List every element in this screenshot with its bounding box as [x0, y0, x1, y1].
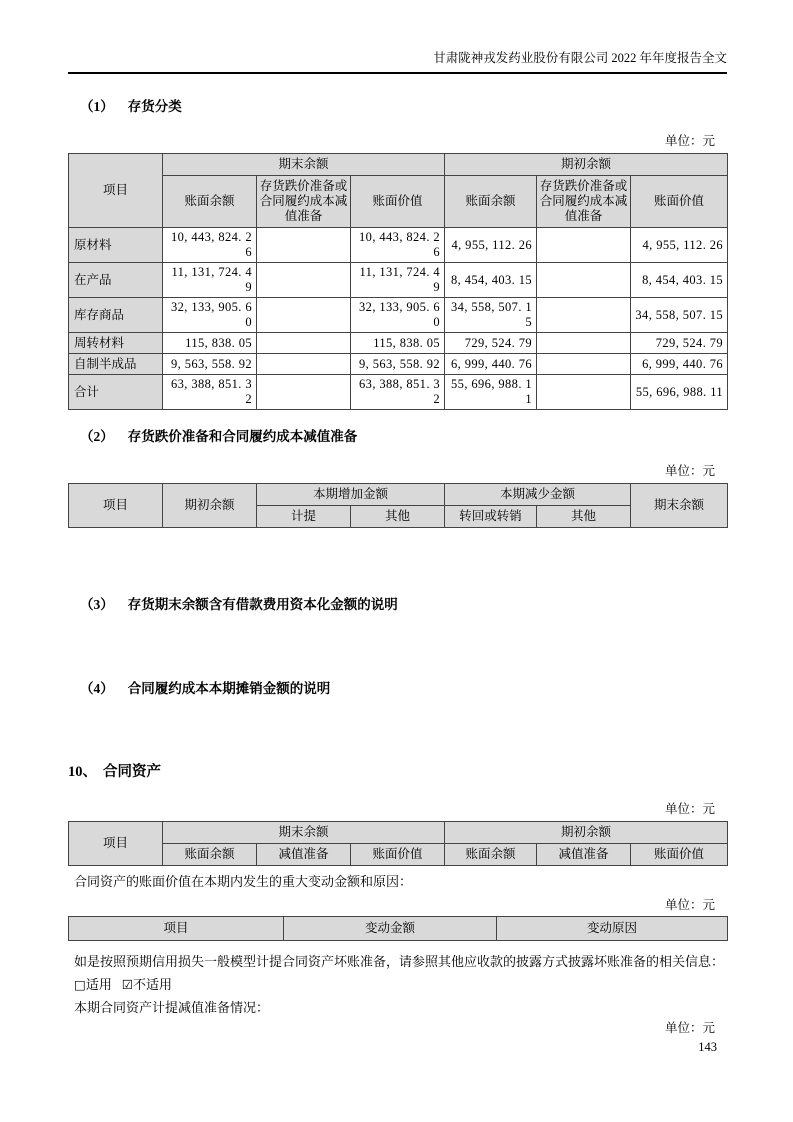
col-header-reversal: 转回或转销 [445, 506, 537, 528]
inventory-classification-table [68, 153, 728, 410]
col-header-change-amount: 变动金额 [284, 917, 497, 941]
section-heading-contract-cost-amortization [80, 680, 727, 698]
col-header-impairment-provision: 存货跌价准备或合同履约成本减值准备 [537, 176, 631, 228]
checkbox-checked-icon: ☑ [121, 977, 134, 992]
col-group-period-end: 期末余额 [163, 822, 445, 844]
col-group-period-end: 期末余额 [163, 154, 445, 176]
col-header-impairment: 减值准备 [537, 844, 631, 866]
table-row: 在产品 11, 131, 724. 49 11, 131, 724. 49 8, 454, 403. 15 8, 454, 403. 15 [69, 263, 728, 298]
applicable-label: 适用 [85, 977, 112, 992]
col-header-book-value: 账面价值 [351, 176, 445, 228]
section-title: 存货跌价准备和合同履约成本减值准备 [127, 429, 358, 444]
col-group-period-begin: 期初余额 [445, 822, 728, 844]
col-header-book-balance: 账面余额 [163, 176, 257, 228]
section-heading-contract-assets [68, 762, 727, 782]
col-header-other: 其他 [537, 506, 631, 528]
col-group-decrease: 本期减少金额 [445, 484, 631, 506]
col-header-book-value: 账面价值 [351, 844, 445, 866]
checkbox-unchecked-icon: □ [74, 977, 86, 992]
unit-label: 单位：元 [664, 898, 715, 912]
col-group-period-begin: 期初余额 [445, 154, 728, 176]
col-header-item: 项目 [69, 154, 163, 228]
not-applicable-option [122, 977, 172, 992]
section-number: （3） [80, 597, 114, 612]
unit-label: 单位：元 [664, 134, 715, 148]
section-number: （1） [80, 99, 114, 114]
section-title: 合同履约成本本期摊销金额的说明 [127, 681, 331, 696]
table-row: 周转材料 115, 838. 05 115, 838. 05 729, 524. 79 729, 524. 79 [69, 333, 728, 354]
section-title: 存货期末余额含有借款费用资本化金额的说明 [127, 597, 398, 612]
unit-label: 单位：元 [664, 802, 715, 816]
col-header-book-value: 账面价值 [631, 176, 728, 228]
col-header-begin-balance: 期初余额 [163, 484, 257, 528]
contract-change-note: 合同资产的账面价值在本期内发生的重大变动金额和原因： [74, 874, 413, 889]
section-heading-inventory-classification [80, 98, 727, 116]
section-title: 存货分类 [127, 99, 182, 114]
contract-asset-change-table [68, 916, 728, 941]
report-header-title: 甘肃陇神戎发药业股份有限公司 2022 年年度报告全文 [433, 51, 727, 65]
section-number: （2） [80, 429, 114, 444]
inventory-provision-table [68, 483, 728, 528]
col-group-increase: 本期增加金额 [257, 484, 445, 506]
section-heading-capitalized-borrowing [80, 596, 727, 614]
col-header-impairment: 减值准备 [257, 844, 351, 866]
impairment-note: 本期合同资产计提减值准备情况： [74, 1000, 270, 1015]
table-row: 原材料 10, 443, 824. 26 10, 443, 824. 26 4, 955, 112. 26 4, 955, 112. 26 [69, 228, 728, 263]
applicability-line [68, 977, 727, 993]
section-number: （4） [80, 681, 114, 696]
col-header-item: 项目 [69, 917, 284, 941]
col-header-item: 项目 [69, 822, 163, 866]
col-header-book-value: 账面价值 [631, 844, 728, 866]
col-header-book-balance: 账面余额 [445, 844, 537, 866]
applicable-option [74, 977, 112, 992]
col-header-item: 项目 [69, 484, 163, 528]
section-number: 10、 [68, 764, 97, 780]
col-header-book-balance: 账面余额 [163, 844, 257, 866]
col-header-impairment-provision: 存货跌价准备或合同履约成本减值准备 [257, 176, 351, 228]
not-applicable-label: 不适用 [133, 977, 173, 992]
section-title: 合同资产 [103, 764, 161, 780]
col-header-change-reason: 变动原因 [497, 917, 728, 941]
header-divider [68, 72, 727, 74]
table-row: 自制半成品 9, 563, 558. 92 9, 563, 558. 92 6, 999, 440. 76 6, 999, 440. 76 [69, 354, 728, 375]
col-header-other: 其他 [351, 506, 445, 528]
unit-label: 单位：元 [664, 1021, 715, 1035]
table-row-total: 合计 63, 388, 851. 32 63, 388, 851. 32 55, 696, 988. 11 55, 696, 988. 11 [69, 375, 728, 410]
ecl-note: 如是按照预期信用损失一般模型计提合同资产坏账准备，请参照其他应收款的披露方式披露坏账准备的相关信息： [74, 954, 725, 969]
section-heading-inventory-provision [80, 428, 727, 446]
col-header-accrual: 计提 [257, 506, 351, 528]
page-number: 143 [698, 1040, 717, 1054]
table-row: 库存商品 32, 133, 905. 60 32, 133, 905. 60 34, 558, 507. 15 34, 558, 507. 15 [69, 298, 728, 333]
col-header-end-balance: 期末余额 [631, 484, 728, 528]
col-header-book-balance: 账面余额 [445, 176, 537, 228]
unit-label: 单位：元 [664, 464, 715, 478]
contract-assets-table [68, 821, 728, 866]
